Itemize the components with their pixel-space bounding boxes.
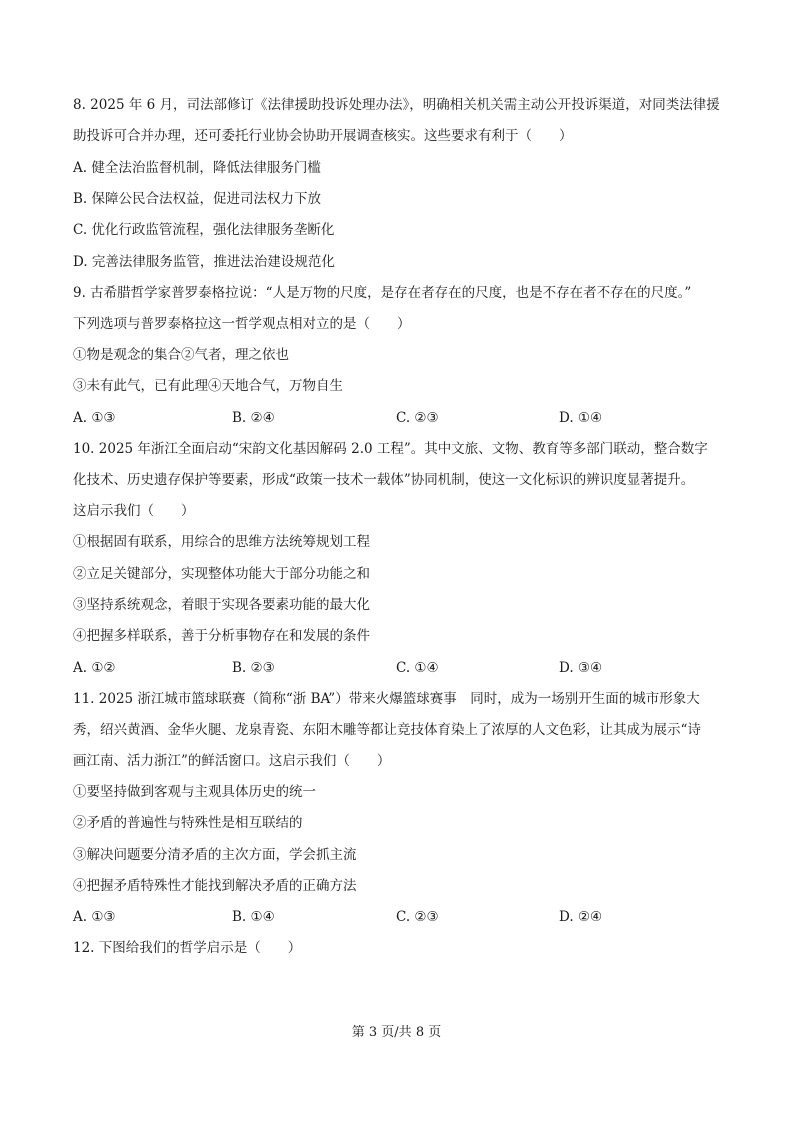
q10-choice-d: D. ③④	[559, 660, 603, 676]
q8-stem-line-1: 8. 2025 年 6 月，司法部修订《法律援助投诉处理办法》，明确相关机关需主动公开投诉渠道，对同类法律援	[73, 97, 720, 113]
q9-choice-b: B. ②④	[232, 410, 275, 426]
q10-stem-line-1: 10. 2025 年浙江全面启动“宋韵文化基因解码 2.0 工程”。其中文旅、文物、教育等多部门联动，整合数字	[73, 441, 708, 457]
q10-choice-b: B. ②③	[232, 660, 275, 676]
q10-statement-4: ④把握多样联系，善于分析事物存在和发展的条件	[73, 628, 370, 644]
q9-stem-line-2: 下列选项与普罗泰格拉这一哲学观点相对立的是（ ）	[73, 316, 411, 332]
q9-statement-1: ①物是观念的集合②气者，理之依也	[73, 347, 289, 363]
q11-statement-1: ①要坚持做到客观与主观具体历史的统一	[73, 784, 316, 800]
q8-option-c: C. 优化行政监管流程，强化法律服务垄断化	[73, 222, 335, 238]
q11-choice-b: B. ①④	[232, 909, 275, 925]
page-footer: 第 3 页/共 8 页	[351, 1025, 442, 1040]
q10-statement-1: ①根据固有联系，用综合的思维方法统筹规划工程	[73, 534, 370, 550]
q8-stem-line-2: 助投诉可合并办理，还可委托行业协会协助开展调查核实。这些要求有利于（ ）	[73, 128, 573, 144]
q11-stem-line-2: 秀，绍兴黄酒、金华火腿、龙泉青瓷、东阳木雕等都让竞技体育染上了浓厚的人文色彩，让其成为展示“诗	[73, 722, 701, 738]
q10-stem-line-2: 化技术、历史遗存保护等要素，形成“政策一技术一载体”协同机制，使这一文化标识的辨识度显著提升。	[73, 472, 695, 488]
q10-statement-3: ③坚持系统观念，着眼于实现各要素功能的最大化	[73, 597, 370, 613]
q10-choice-c: C. ①④	[396, 660, 439, 676]
q11-stem-line-3: 画江南、活力浙江”的鲜活窗口。这启示我们（ ）	[73, 753, 391, 769]
q8-option-d: D. 完善法律服务监管，推进法治建设规范化	[73, 254, 335, 270]
q10-choices	[73, 658, 733, 678]
q11-statement-4: ④把握矛盾特殊性才能找到解决矛盾的正确方法	[73, 878, 357, 894]
q10-statement-2: ②立足关键部分，实现整体功能大于部分功能之和	[73, 566, 370, 582]
q8-option-a: A. 健全法治监督机制，降低法律服务门槛	[73, 160, 321, 176]
q11-choices	[73, 907, 733, 927]
q11-stem-line-1: 11. 2025 浙江城市篮球联赛（简称“浙 BA”）带来火爆篮球赛事 同时，成为一场别开生面的城市形象大	[73, 691, 700, 707]
q9-stem-line-1: 9. 古希腊哲学家普罗泰格拉说：“人是万物的尺度，是存在者存在的尺度，也是不存在者不存在的尺度。”	[73, 285, 692, 301]
q9-choice-c: C. ②③	[396, 410, 439, 426]
q9-choice-a: A. ①③	[73, 410, 116, 426]
q8-option-b: B. 保障公民合法权益，促进司法权力下放	[73, 191, 322, 207]
q11-statement-2: ②矛盾的普遍性与特殊性是相互联结的	[73, 815, 303, 831]
q9-choices	[73, 408, 733, 428]
q11-statement-3: ③解决问题要分清矛盾的主次方面，学会抓主流	[73, 847, 357, 863]
q10-stem-line-3: 这启示我们（ ）	[73, 503, 195, 519]
q12-stem-line-1: 12. 下图给我们的哲学启示是（ ）	[73, 940, 302, 956]
q9-statement-2: ③未有此气，已有此理④天地合气，万物自生	[73, 378, 343, 394]
q11-choice-d: D. ②④	[559, 909, 603, 925]
q11-choice-c: C. ②③	[396, 909, 439, 925]
q9-choice-d: D. ①④	[559, 410, 603, 426]
q11-choice-a: A. ①③	[73, 909, 116, 925]
q10-choice-a: A. ①②	[73, 660, 116, 676]
